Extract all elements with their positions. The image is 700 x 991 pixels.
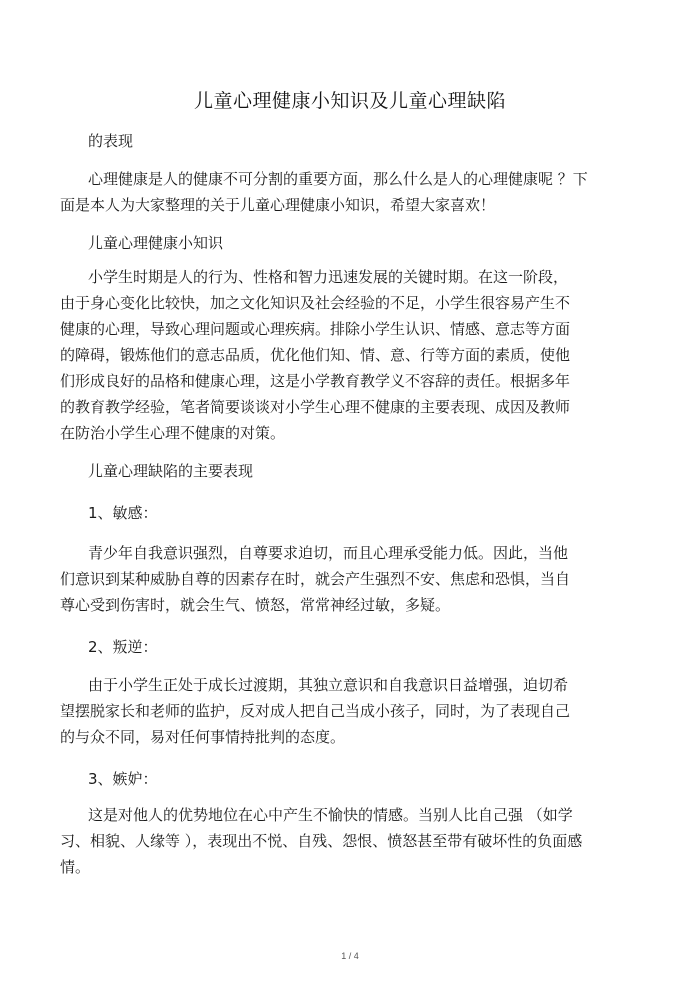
knowledge-line: 的教育教学经验，笔者简要谈谈对小学生心理不健康的主要表现、成因及教师 — [60, 398, 571, 416]
intro-line: 面是本人为大家整理的关于儿童心理健康小知识，希望大家喜欢！ — [60, 196, 496, 214]
knowledge-paragraph — [60, 264, 636, 446]
item-heading-sensitive: 1、敏感： — [88, 504, 158, 522]
rebellious-line: 望摆脱家长和老师的监护，反对成人把自己当成小孩子，同时，为了表现自己 — [60, 702, 571, 720]
document-title: 儿童心理健康小知识及儿童心理缺陷 — [193, 90, 506, 112]
knowledge-line: 们形成良好的品格和健康心理，这是小学教育教学义不容辞的责任。根据多年 — [60, 372, 571, 390]
knowledge-line: 的障碍，锻炼他们的意志品质，优化他们知、情、意、行等方面的素质，使他 — [60, 346, 571, 364]
item-heading-jealousy: 3、嫉妒： — [88, 770, 158, 788]
title-continuation: 的表现 — [88, 132, 134, 150]
jealousy-line: 习、相貌、人缘等 ），表现出不悦、自残、怨恨、愤怒甚至带有破坏性的负面感 — [60, 832, 583, 850]
sensitive-paragraph — [60, 540, 636, 618]
jealousy-paragraph — [60, 802, 636, 880]
jealousy-line: 情。 — [60, 858, 91, 876]
knowledge-line: 在防治小学生心理不健康的对策。 — [60, 424, 286, 442]
knowledge-line: 小学生时期是人的行为、性格和智力迅速发展的关键时期。在这一阶段， — [88, 268, 569, 286]
page-number: 1 / 4 — [341, 951, 359, 961]
rebellious-line: 的与众不同，易对任何事情持批判的态度。 — [60, 728, 346, 746]
rebellious-paragraph — [60, 672, 636, 750]
sensitive-line: 们意识到某种威胁自尊的因素存在时，就会产生强烈不安、焦虑和恐惧，当自 — [60, 570, 571, 588]
sensitive-line: 青少年自我意识强烈，自尊要求迫切，而且心理承受能力低。因此，当他 — [88, 544, 569, 562]
rebellious-line: 由于小学生正处于成长过渡期，其独立意识和自我意识日益增强，迫切希 — [88, 676, 569, 694]
intro-paragraph — [60, 166, 636, 218]
knowledge-line: 由于身心变化比较快，加之文化知识及社会经验的不足，小学生很容易产生不 — [60, 294, 571, 312]
section-heading-defects: 儿童心理缺陷的主要表现 — [88, 462, 254, 480]
intro-line: 心理健康是人的健康不可分割的重要方面，那么什么是人的心理健康呢 ？下 — [88, 170, 588, 188]
item-heading-rebellious: 2、叛逆： — [88, 638, 158, 656]
section-heading-knowledge: 儿童心理健康小知识 — [88, 234, 224, 252]
jealousy-line: 这是对他人的优势地位在心中产生不愉快的情感。当别人比自己强 （如学 — [88, 806, 573, 824]
knowledge-line: 健康的心理，导致心理问题或心理疾病。排除小学生认识、情感、意志等方面 — [60, 320, 571, 338]
sensitive-line: 尊心受到伤害时，就会生气、愤怒，常常神经过敏，多疑。 — [60, 596, 451, 614]
